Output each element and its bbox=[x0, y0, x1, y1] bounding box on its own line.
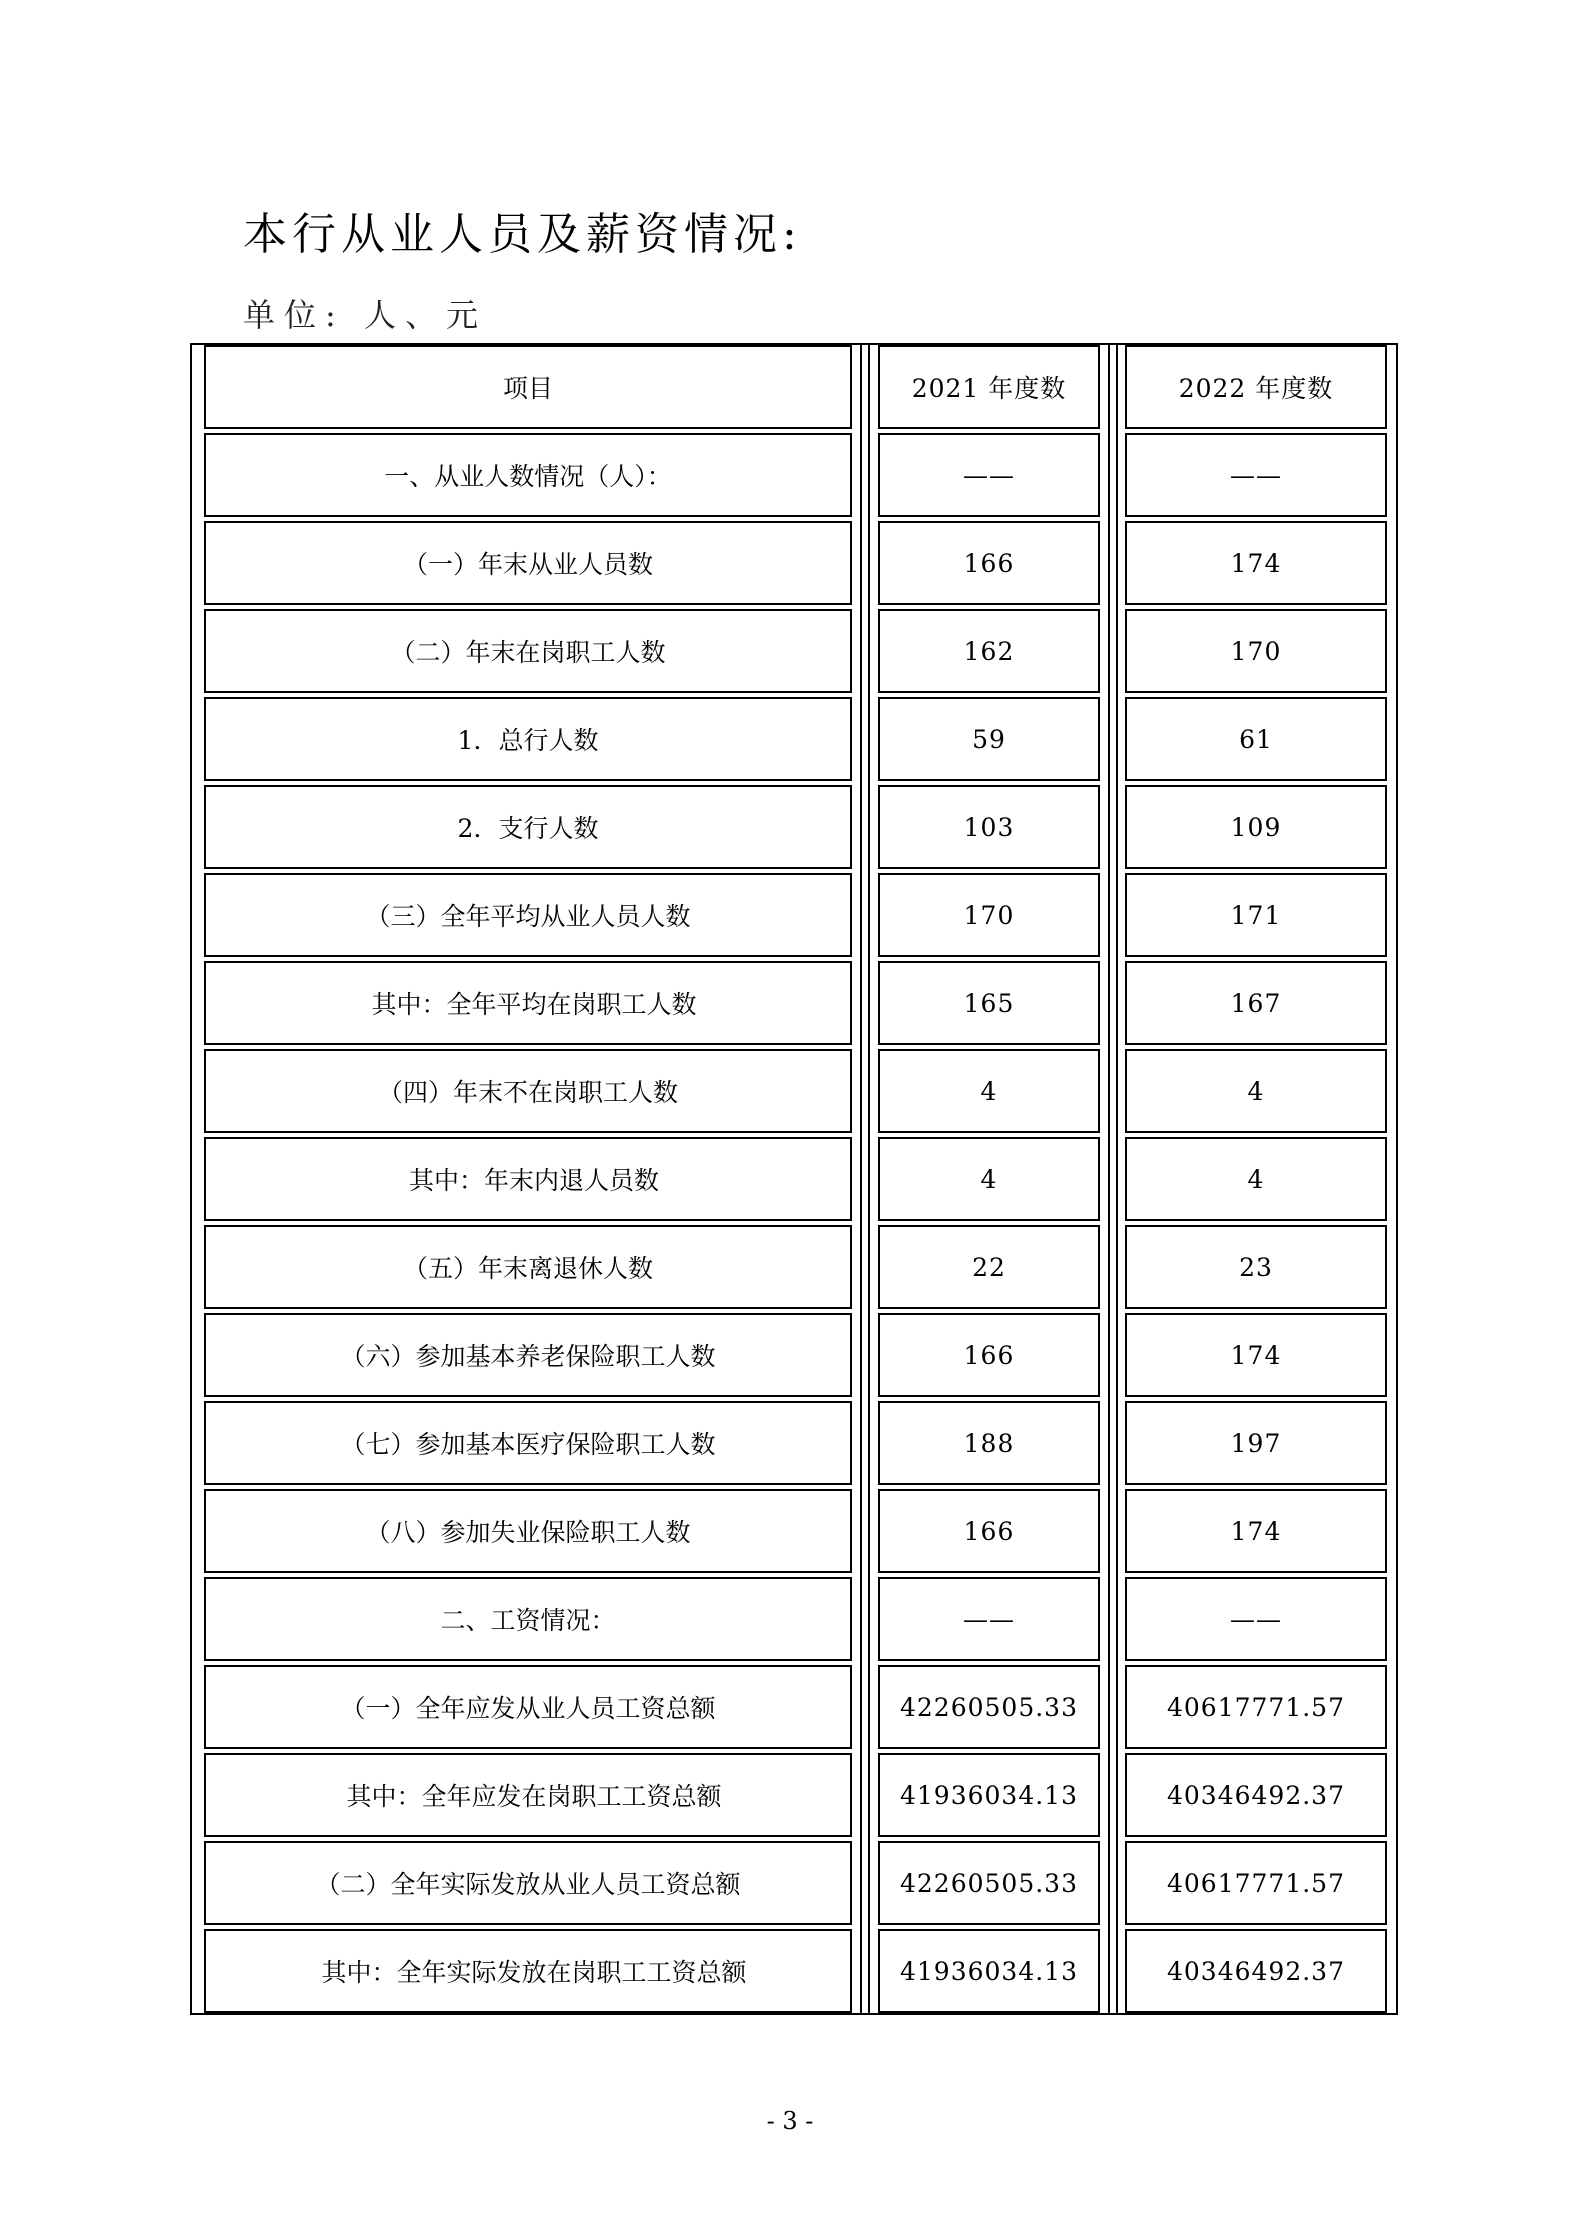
table-row bbox=[0, 431, 1580, 519]
row-value-2022: 197 bbox=[1125, 1401, 1387, 1485]
table-body bbox=[0, 431, 1580, 2015]
row-value-2021: 42260505.33 bbox=[878, 1841, 1100, 1925]
header-2022: 2022 年度数 bbox=[1125, 345, 1387, 429]
row-value-2022: 174 bbox=[1125, 1313, 1387, 1397]
row-item-label: 其中：全年应发在岗职工工资总额 bbox=[204, 1753, 852, 1837]
page-title: 本行从业人员及薪资情况: bbox=[243, 209, 802, 260]
row-value-2021: 166 bbox=[878, 1489, 1100, 1573]
table-row bbox=[0, 1399, 1580, 1487]
row-value-2021: 170 bbox=[878, 873, 1100, 957]
row-value-2021: —— bbox=[878, 1577, 1100, 1661]
table-row bbox=[0, 1927, 1580, 2015]
row-item-label: 二、工资情况： bbox=[204, 1577, 852, 1661]
row-value-2022: 23 bbox=[1125, 1225, 1387, 1309]
row-value-2022: 40346492.37 bbox=[1125, 1929, 1387, 2013]
row-value-2021: 41936034.13 bbox=[878, 1929, 1100, 2013]
row-value-2022: 61 bbox=[1125, 697, 1387, 781]
table-row bbox=[0, 607, 1580, 695]
table-row bbox=[0, 1047, 1580, 1135]
row-item-label: （三）全年平均从业人员人数 bbox=[204, 873, 852, 957]
row-value-2022: 109 bbox=[1125, 785, 1387, 869]
row-item-label: （一）年末从业人员数 bbox=[204, 521, 852, 605]
table-row bbox=[0, 1839, 1580, 1927]
row-item-label: 其中：全年平均在岗职工人数 bbox=[204, 961, 852, 1045]
row-value-2022: 171 bbox=[1125, 873, 1387, 957]
row-value-2022: 4 bbox=[1125, 1137, 1387, 1221]
row-value-2022: 167 bbox=[1125, 961, 1387, 1045]
row-item-label: （二）全年实际发放从业人员工资总额 bbox=[204, 1841, 852, 1925]
table-row bbox=[0, 959, 1580, 1047]
row-value-2021: 166 bbox=[878, 1313, 1100, 1397]
row-value-2021: 162 bbox=[878, 609, 1100, 693]
table-row bbox=[0, 1751, 1580, 1839]
table-row bbox=[0, 1311, 1580, 1399]
row-item-label: （二）年末在岗职工人数 bbox=[204, 609, 852, 693]
row-value-2021: 188 bbox=[878, 1401, 1100, 1485]
table-row bbox=[0, 695, 1580, 783]
row-value-2021: 42260505.33 bbox=[878, 1665, 1100, 1749]
row-value-2022: 4 bbox=[1125, 1049, 1387, 1133]
table-row bbox=[0, 783, 1580, 871]
row-item-label: （八）参加失业保险职工人数 bbox=[204, 1489, 852, 1573]
row-value-2021: 59 bbox=[878, 697, 1100, 781]
row-value-2021: 103 bbox=[878, 785, 1100, 869]
row-item-label: （五）年末离退休人数 bbox=[204, 1225, 852, 1309]
row-item-label: 1．总行人数 bbox=[204, 697, 852, 781]
salary-table bbox=[0, 343, 1580, 2015]
table-row bbox=[0, 1487, 1580, 1575]
row-value-2022: 40617771.57 bbox=[1125, 1841, 1387, 1925]
table-header-row bbox=[0, 343, 1580, 431]
row-item-label: （四）年末不在岗职工人数 bbox=[204, 1049, 852, 1133]
row-value-2021: —— bbox=[878, 433, 1100, 517]
row-item-label: 其中：年末内退人员数 bbox=[204, 1137, 852, 1221]
row-value-2022: 174 bbox=[1125, 1489, 1387, 1573]
unit-note: 单位: 人、元 bbox=[243, 296, 487, 334]
table-row bbox=[0, 1135, 1580, 1223]
row-item-label: （一）全年应发从业人员工资总额 bbox=[204, 1665, 852, 1749]
row-value-2021: 4 bbox=[878, 1049, 1100, 1133]
row-value-2021: 41936034.13 bbox=[878, 1753, 1100, 1837]
table-row bbox=[0, 1663, 1580, 1751]
row-value-2021: 166 bbox=[878, 521, 1100, 605]
row-value-2022: —— bbox=[1125, 1577, 1387, 1661]
row-item-label: （七）参加基本医疗保险职工人数 bbox=[204, 1401, 852, 1485]
row-item-label: 2．支行人数 bbox=[204, 785, 852, 869]
row-value-2022: 174 bbox=[1125, 521, 1387, 605]
table-row bbox=[0, 871, 1580, 959]
page-number: - 3 - bbox=[766, 2107, 814, 2135]
table-row bbox=[0, 519, 1580, 607]
table-row bbox=[0, 1223, 1580, 1311]
table-row bbox=[0, 1575, 1580, 1663]
row-value-2021: 22 bbox=[878, 1225, 1100, 1309]
row-item-label: （六）参加基本养老保险职工人数 bbox=[204, 1313, 852, 1397]
row-value-2022: 40617771.57 bbox=[1125, 1665, 1387, 1749]
row-value-2021: 165 bbox=[878, 961, 1100, 1045]
row-value-2022: 40346492.37 bbox=[1125, 1753, 1387, 1837]
row-item-label: 一、从业人数情况（人）： bbox=[204, 433, 852, 517]
header-item: 项目 bbox=[204, 345, 852, 429]
header-2021: 2021 年度数 bbox=[878, 345, 1100, 429]
row-value-2021: 4 bbox=[878, 1137, 1100, 1221]
row-value-2022: 170 bbox=[1125, 609, 1387, 693]
row-value-2022: —— bbox=[1125, 433, 1387, 517]
row-item-label: 其中：全年实际发放在岗职工工资总额 bbox=[204, 1929, 852, 2013]
